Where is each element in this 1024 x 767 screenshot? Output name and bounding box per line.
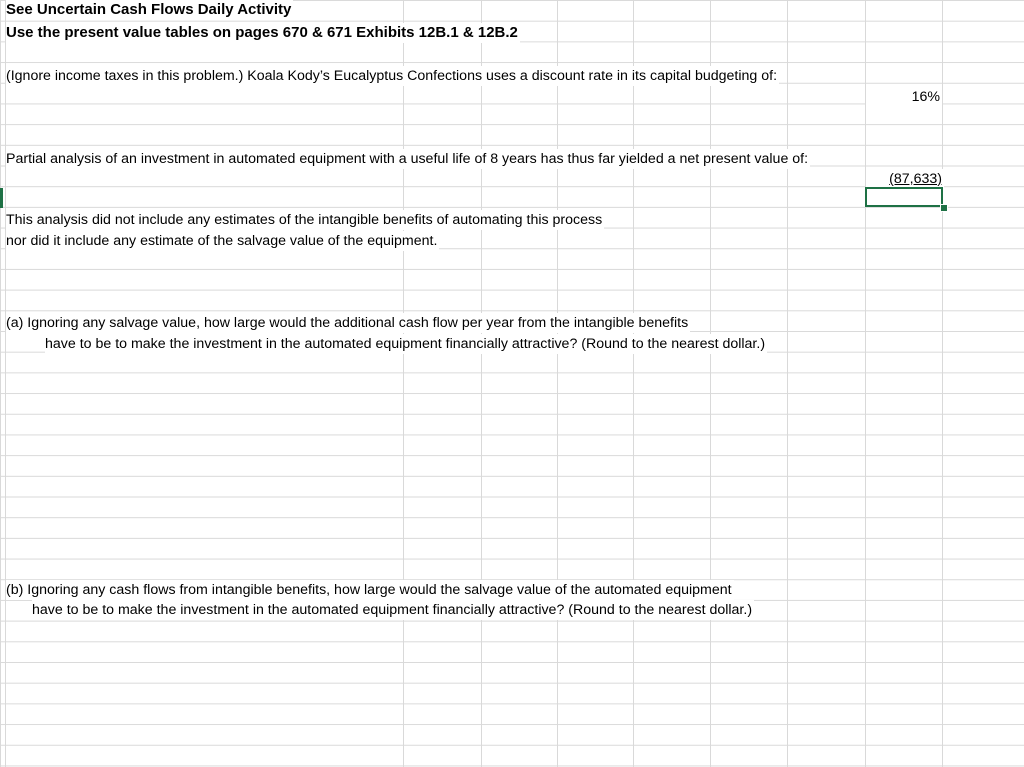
intro-cell[interactable]: (Ignore income taxes in this problem.) Koala Kody’s Eucalyptus Confections uses a discount rate in its capital budgeting of: (6, 68, 778, 84)
note-line-2-cell[interactable]: nor did it include any estimate of the salvage value of the equipment. (6, 233, 438, 249)
sheet-subtitle[interactable]: Use the present value tables on pages 670 & 671 Exhibits 12B.1 & 12B.2 (6, 24, 518, 41)
column-divider (403, 0, 404, 767)
question-a-line-1-cell[interactable]: (a) Ignoring any salvage value, how large would the additional cash flow per year from the intangible benefits (6, 315, 689, 331)
column-divider (5, 0, 6, 767)
question-a-line-2-cell[interactable]: have to be to make the investment in the automated equipment financially attractive? (Round to the nearest dollar.) (45, 336, 766, 352)
column-divider (865, 0, 866, 767)
column-divider (710, 0, 711, 767)
column-divider (942, 0, 943, 767)
column-divider (787, 0, 788, 767)
sheet-title[interactable]: See Uncertain Cash Flows Daily Activity (6, 1, 292, 18)
column-divider (633, 0, 634, 767)
question-b-line-2-cell[interactable]: have to be to make the investment in the automated equipment financially attractive? (Round to the nearest dollar.) (32, 602, 753, 618)
npv-value-cell[interactable]: (87,633) (866, 169, 944, 189)
partial-analysis-cell[interactable]: Partial analysis of an investment in automated equipment with a useful life of 8 years has thus far yielded a net present value of: (6, 151, 809, 167)
column-divider (557, 0, 558, 767)
column-divider (481, 0, 482, 767)
discount-rate-cell[interactable]: 16% (866, 87, 942, 107)
question-b-line-1-cell[interactable]: (b) Ignoring any cash flows from intangible benefits, how large would the salvage value of the automated equipment (6, 582, 732, 598)
row-selection-marker (0, 188, 3, 208)
active-cell-selection[interactable] (865, 187, 943, 207)
fill-handle[interactable] (940, 204, 948, 212)
note-line-1-cell[interactable]: This analysis did not include any estimates of the intangible benefits of automating this process (6, 212, 603, 228)
